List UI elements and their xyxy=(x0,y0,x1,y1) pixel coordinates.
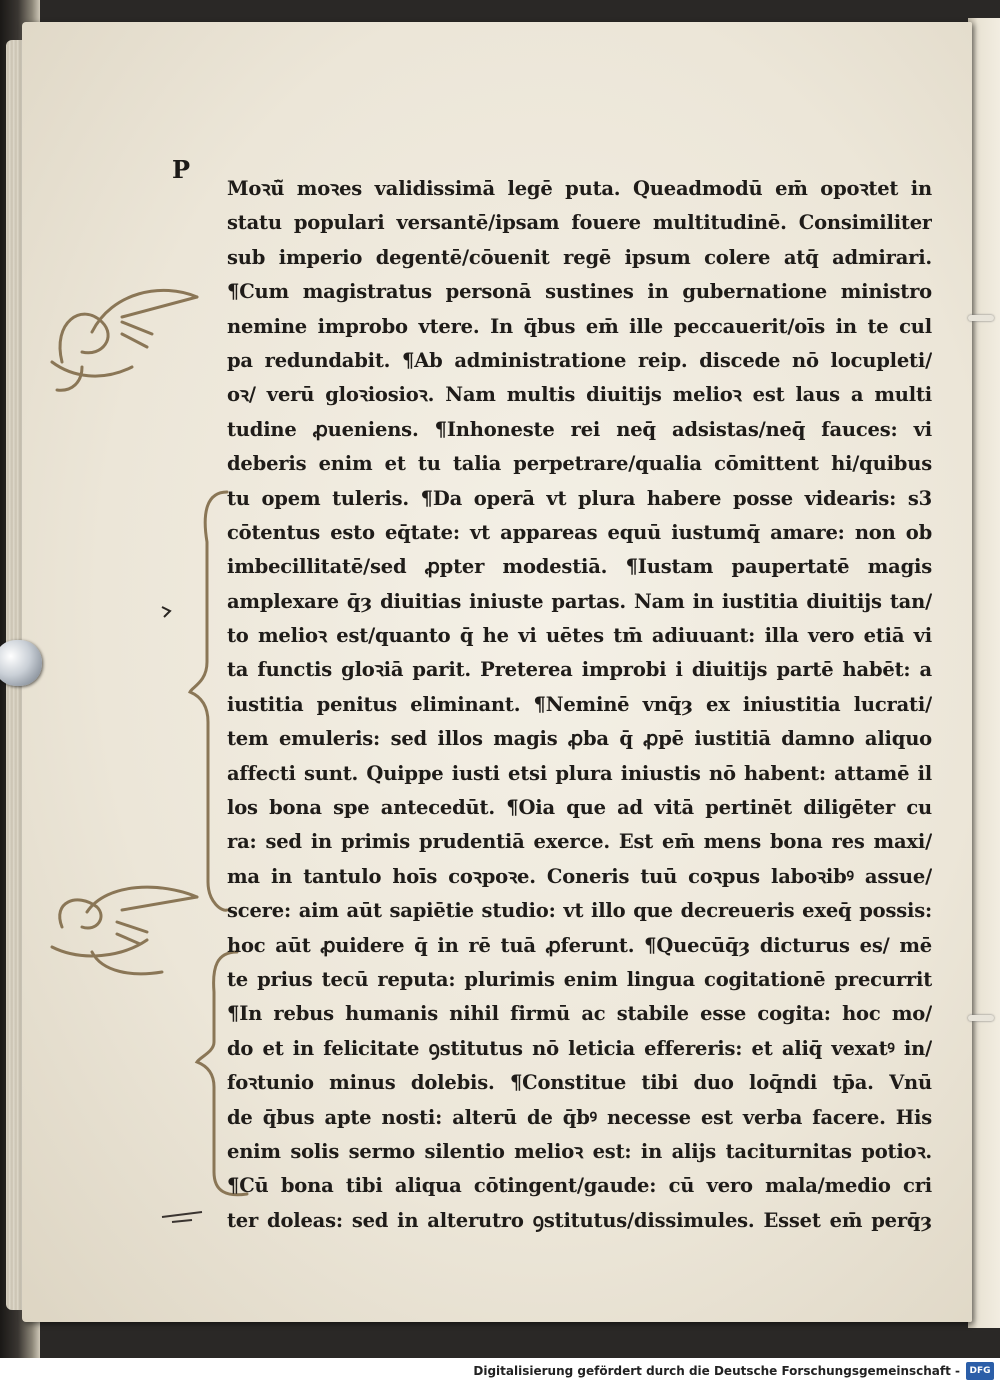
text-line: amplexare q̄ȝ diuitias iniuste partas. Nam in iustitia diuitijs tan/ xyxy=(227,589,932,613)
folio-mark: P xyxy=(172,155,191,184)
text-line: hoc aūt ꝓuidere q̄ in rē tuā ꝓferunt. ¶Quecūq̄ȝ dicturus es/ mē xyxy=(227,933,932,957)
text-line: do et in felicitate ꝯstitutus nō leticia effereris: et aliq̄ vexatꝰ in/ xyxy=(227,1036,932,1060)
book-page xyxy=(22,22,972,1322)
text-line: affecti sunt. Quippe iusti etsi plura iniustis nō habent: attamē il xyxy=(227,761,932,785)
text-line: imbecillitatē/sed ꝓpter modestiā. ¶Iustam paupertatē magis xyxy=(227,555,932,579)
funding-credit: Digitalisierung gefördert durch die Deutsche Forschungsgemeinschaft - xyxy=(473,1364,960,1378)
text-line: tu opem tuleris. ¶Da operā vt plura habere posse videaris: s3 xyxy=(227,486,932,510)
text-line: ter doleas: sed in alterutro ꝯstitutus/dissimules. Esset em̄ perq̄ȝ xyxy=(227,1208,932,1232)
paper-clip xyxy=(0,640,42,686)
text-line: Moꝛū̃ moꝛes validissimā legē puta. Queadmodū em̄ opoꝛtet in xyxy=(227,177,932,200)
text-line: sub imperio degentē/cōuenit regē ipsum colere atq̄ admirari. xyxy=(227,245,932,269)
text-line: deberis enim et tu talia perpetrare/qualia cōmittent hi/quibus xyxy=(227,452,932,476)
text-line: de q̄bus apte nosti: alterū de q̄bꝰ necesse est verba facere. His xyxy=(227,1105,932,1129)
body-text xyxy=(227,172,932,1238)
manicule-top xyxy=(52,290,197,390)
text-line: ma in tantulo hoīs coꝛpoꝛe. Coneris tuū coꝛpus laboꝛibꝰ assue/ xyxy=(227,864,932,888)
text-line: foꝛtunio minus dolebis. ¶Constitue tibi duo loq̄ndi tp̄a. Vnū xyxy=(227,1071,932,1095)
text-line: tem emuleris: sed illos magis ꝓba q̄ ꝓpē iustitiā damno aliquo xyxy=(227,727,932,751)
text-line: ¶Cū bona tibi aliqua cōtingent/gaude: cū vero mala/medio cri xyxy=(227,1174,932,1198)
text-line: enim solis sermo silentio melioꝛ est: in alijs taciturnitas potioꝛ. xyxy=(227,1139,932,1163)
facing-page-edge xyxy=(968,18,1000,1328)
text-line: te prius tecū reputa: plurimis enim lingua cogitationē precurrit xyxy=(227,967,932,991)
text-line: iustitia penitus eliminant. ¶Neminē vnq̄ȝ ex iniustitia lucrati/ xyxy=(227,692,932,716)
text-line: scere: aim aūt sapiētie studio: vt illo que decreueris exeq̄ possis: xyxy=(227,899,932,923)
text-line: to melioꝛ est/quanto q̄ he vi uētes tm̄ adiuuant: illa vero etiā vi xyxy=(227,624,932,648)
text-line: ¶Cum magistratus personā sustines in gubernatione ministro xyxy=(227,280,932,304)
binding-thread xyxy=(968,315,994,321)
text-line: oꝛ/ verū gloꝛiosioꝛ. Nam multis diuitijs melioꝛ est laus a multi xyxy=(227,383,932,407)
dfg-logo: DFG xyxy=(966,1362,994,1380)
footer-bar xyxy=(0,1358,1000,1385)
text-line: tudine ꝓueniens. ¶Inhoneste rei neq̄ adsistas/neq̄ fauces: vi xyxy=(227,417,932,441)
stray-mark xyxy=(162,1212,202,1222)
stray-mark xyxy=(162,607,170,617)
binding-thread xyxy=(968,1015,994,1021)
text-line: cōtentus esto eq̄tate: vt appareas equū iustumq̄ amare: non ob xyxy=(227,520,932,544)
text-line: pa redundabit. ¶Ab administratione reip. discede nō locupleti/ xyxy=(227,348,932,372)
margin-bracket-1 xyxy=(190,492,227,910)
text-line: ta functis gloꝛiā parit. Preterea improbi i diuitijs partē habēt: a xyxy=(227,658,932,682)
manicule-bottom xyxy=(52,887,197,974)
text-line: statu populari versantē/ipsam fouere multitudinē. Consimiliter xyxy=(227,211,932,235)
text-line: ¶In rebus humanis nihil firmū ac stabile esse cogita: hoc mo/ xyxy=(227,1002,932,1026)
text-line: nemine improbo vtere. In q̄bus em̄ ille peccauerit/oīs in te cul xyxy=(227,314,932,338)
text-line: ra: sed in primis prudentiā exerce. Est em̄ mens bona res maxi/ xyxy=(227,830,932,854)
text-line: los bona spe antecedūt. ¶Oia que ad vitā pertinēt diligēter cu xyxy=(227,796,932,820)
